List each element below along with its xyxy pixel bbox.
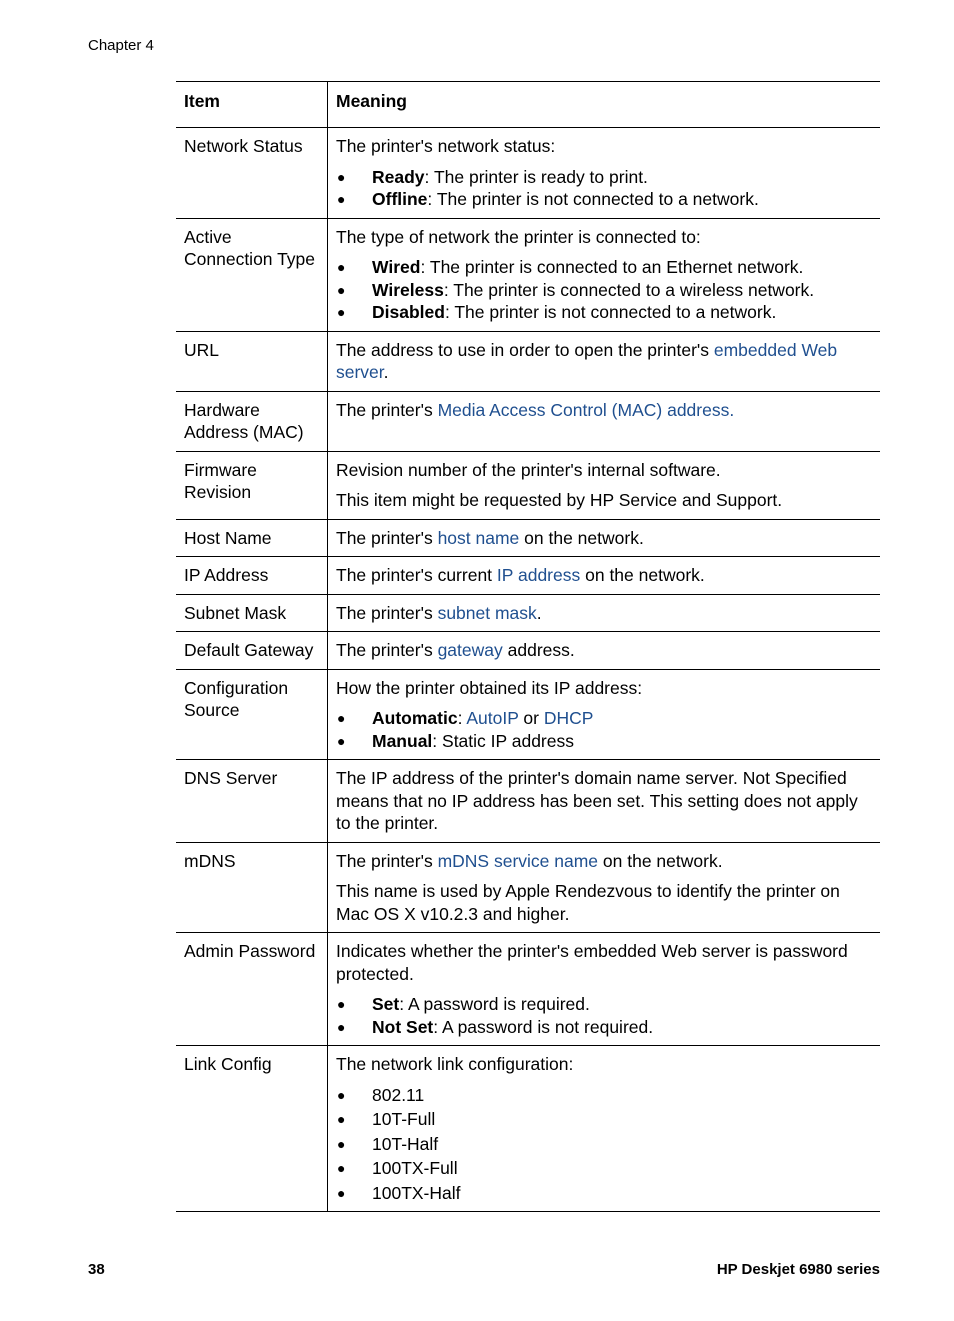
- table-row: [176, 331, 880, 391]
- description: The type of network the printer is connected to:: [336, 226, 701, 247]
- description: [336, 602, 872, 625]
- table-row: [176, 594, 880, 632]
- item-firmware-revision: Firmware Revision: [176, 451, 328, 519]
- term: Automatic: [372, 708, 458, 728]
- table-row: [176, 218, 880, 331]
- ip-address-link[interactable]: IP address: [496, 565, 581, 585]
- gateway-link[interactable]: gateway: [437, 640, 503, 660]
- description: This item might be requested by HP Service and Support.: [336, 490, 783, 510]
- text: .: [536, 602, 542, 623]
- chapter-header: Chapter 4: [88, 37, 154, 54]
- meaning-host-name: [328, 519, 881, 557]
- table-row: [176, 669, 880, 760]
- bullet-list: [336, 707, 872, 752]
- description: The printer's network status:: [336, 136, 556, 156]
- item-connection-type: Active Connection Type: [176, 218, 328, 331]
- term: Not Set: [372, 1016, 434, 1037]
- description: This name is used by Apple Rendezvous to identify the printer on Mac OS X v10.2.3 and higher.: [336, 881, 840, 924]
- item-url: URL: [176, 331, 328, 391]
- list-item: [336, 730, 872, 753]
- term-text: : The printer is ready to print.: [424, 166, 648, 187]
- term: Disabled: [372, 302, 445, 322]
- term-text: : Static IP address: [432, 730, 574, 751]
- bullet-list: [336, 993, 872, 1038]
- text: The printer's: [336, 850, 438, 871]
- table-header-row: [176, 82, 880, 128]
- term-text: : The printer is connected to a wireless network.: [443, 279, 815, 300]
- term-text: : A password is required.: [399, 994, 590, 1014]
- term-text: : The printer is not connected to a network.: [444, 302, 777, 322]
- list-item: [336, 279, 872, 302]
- meaning-dns-server: [328, 760, 881, 843]
- meaning-firmware-revision: [328, 451, 881, 519]
- table-row: [176, 519, 880, 557]
- table-row: [176, 842, 880, 933]
- host-name-link[interactable]: host name: [437, 527, 520, 548]
- meaning-default-gateway: [328, 632, 881, 670]
- meaning-connection-type: [328, 218, 881, 331]
- network-config-table: [176, 81, 880, 1212]
- item-admin-password: Admin Password: [176, 933, 328, 1046]
- list-item: ● 100TX-Full: [336, 1157, 872, 1180]
- table-row: [176, 1046, 880, 1212]
- term-text: : The printer is connected to an Ethernet network.: [420, 257, 804, 277]
- text: The printer's: [336, 640, 438, 660]
- page-number: 38: [88, 1261, 105, 1278]
- bullet-list: [336, 256, 872, 324]
- list-item: [336, 301, 872, 324]
- description: [336, 850, 872, 873]
- list-item: ● 10T-Half: [336, 1133, 872, 1156]
- item-subnet-mask: Subnet Mask: [176, 594, 328, 632]
- meaning-url: [328, 331, 881, 391]
- item-ip-address: IP Address: [176, 557, 328, 595]
- text: The printer's: [336, 527, 438, 548]
- meaning-mdns: [328, 842, 881, 933]
- text: .: [729, 399, 735, 420]
- meaning-subnet-mask: [328, 594, 881, 632]
- term: Manual: [372, 730, 433, 751]
- list-item: ● 100TX-Half: [336, 1182, 872, 1205]
- column-header-meaning: Meaning: [328, 82, 881, 128]
- description: [336, 527, 872, 550]
- meaning-hardware-address: [328, 391, 881, 451]
- list-item: [336, 1016, 872, 1039]
- description: The IP address of the printer's domain name server. Not Specified means that no IP address has been set. This setting does not apply to the printer.: [336, 768, 858, 833]
- meaning-configuration-source: [328, 669, 881, 760]
- item-dns-server: DNS Server: [176, 760, 328, 843]
- term: Set: [372, 994, 400, 1014]
- table-row: [176, 451, 880, 519]
- product-name: HP Deskjet 6980 series: [716, 1261, 880, 1278]
- term: Wired: [372, 257, 421, 277]
- bullet-list: [336, 166, 872, 211]
- list-item: [336, 256, 872, 279]
- description: [336, 639, 872, 662]
- item-link-config: Link Config: [176, 1046, 328, 1212]
- subnet-mask-link[interactable]: subnet mask: [437, 602, 537, 623]
- item-default-gateway: Default Gateway: [176, 632, 328, 670]
- list-item: [336, 707, 872, 730]
- meaning-admin-password: [328, 933, 881, 1046]
- mac-address-link[interactable]: Media Access Control (MAC) address: [437, 399, 730, 420]
- description: How the printer obtained its IP address:: [336, 677, 643, 698]
- item-hardware-address: Hardware Address (MAC): [176, 391, 328, 451]
- description: Indicates whether the printer's embedded Web server is password protected.: [336, 941, 848, 984]
- meaning-ip-address: [328, 557, 881, 595]
- autoip-link[interactable]: AutoIP: [466, 708, 519, 728]
- column-header-item: Item: [176, 82, 328, 128]
- term-text: : The printer is not connected to a network.: [427, 189, 759, 209]
- description: [336, 339, 872, 384]
- term-text: :: [457, 708, 467, 728]
- term: Ready: [372, 166, 425, 187]
- list-item: [336, 188, 872, 211]
- table-row: [176, 933, 880, 1046]
- term: Offline: [372, 189, 428, 209]
- table-row: [176, 391, 880, 451]
- text: on the network.: [580, 565, 705, 585]
- text: The printer's current: [336, 565, 497, 585]
- text: The printer's: [336, 602, 438, 623]
- dhcp-link[interactable]: DHCP: [543, 708, 594, 728]
- embedded-web-server-link[interactable]: embedded Web server: [336, 339, 838, 382]
- term-text: : A password is not required.: [433, 1016, 654, 1037]
- description: The network link configuration:: [336, 1054, 574, 1074]
- table-row: [176, 128, 880, 219]
- table-row: [176, 632, 880, 670]
- mdns-service-name-link[interactable]: mDNS service name: [437, 850, 599, 871]
- text: .: [383, 362, 389, 382]
- description: [336, 564, 872, 587]
- list-item: ● 10T-Full: [336, 1108, 872, 1131]
- meaning-link-config: [328, 1046, 881, 1212]
- table-row: [176, 557, 880, 595]
- text: address.: [502, 640, 575, 660]
- term-text: or: [518, 708, 544, 728]
- list-item: [336, 166, 872, 189]
- term: Wireless: [372, 279, 444, 300]
- text: on the network.: [519, 527, 644, 548]
- table-row: [176, 760, 880, 843]
- meaning-network-status: [328, 128, 881, 219]
- description: [336, 399, 872, 422]
- text: on the network.: [598, 850, 723, 871]
- item-host-name: Host Name: [176, 519, 328, 557]
- list-item: [336, 993, 872, 1016]
- description: Revision number of the printer's internal software.: [336, 459, 721, 480]
- list-item: ● 802.11: [336, 1084, 872, 1107]
- item-network-status: Network Status: [176, 128, 328, 219]
- item-configuration-source: Configuration Source: [176, 669, 328, 760]
- bullet-list: [336, 1084, 872, 1205]
- item-mdns: mDNS: [176, 842, 328, 933]
- text: The printer's: [336, 399, 438, 420]
- text: The address to use in order to open the printer's: [336, 339, 714, 360]
